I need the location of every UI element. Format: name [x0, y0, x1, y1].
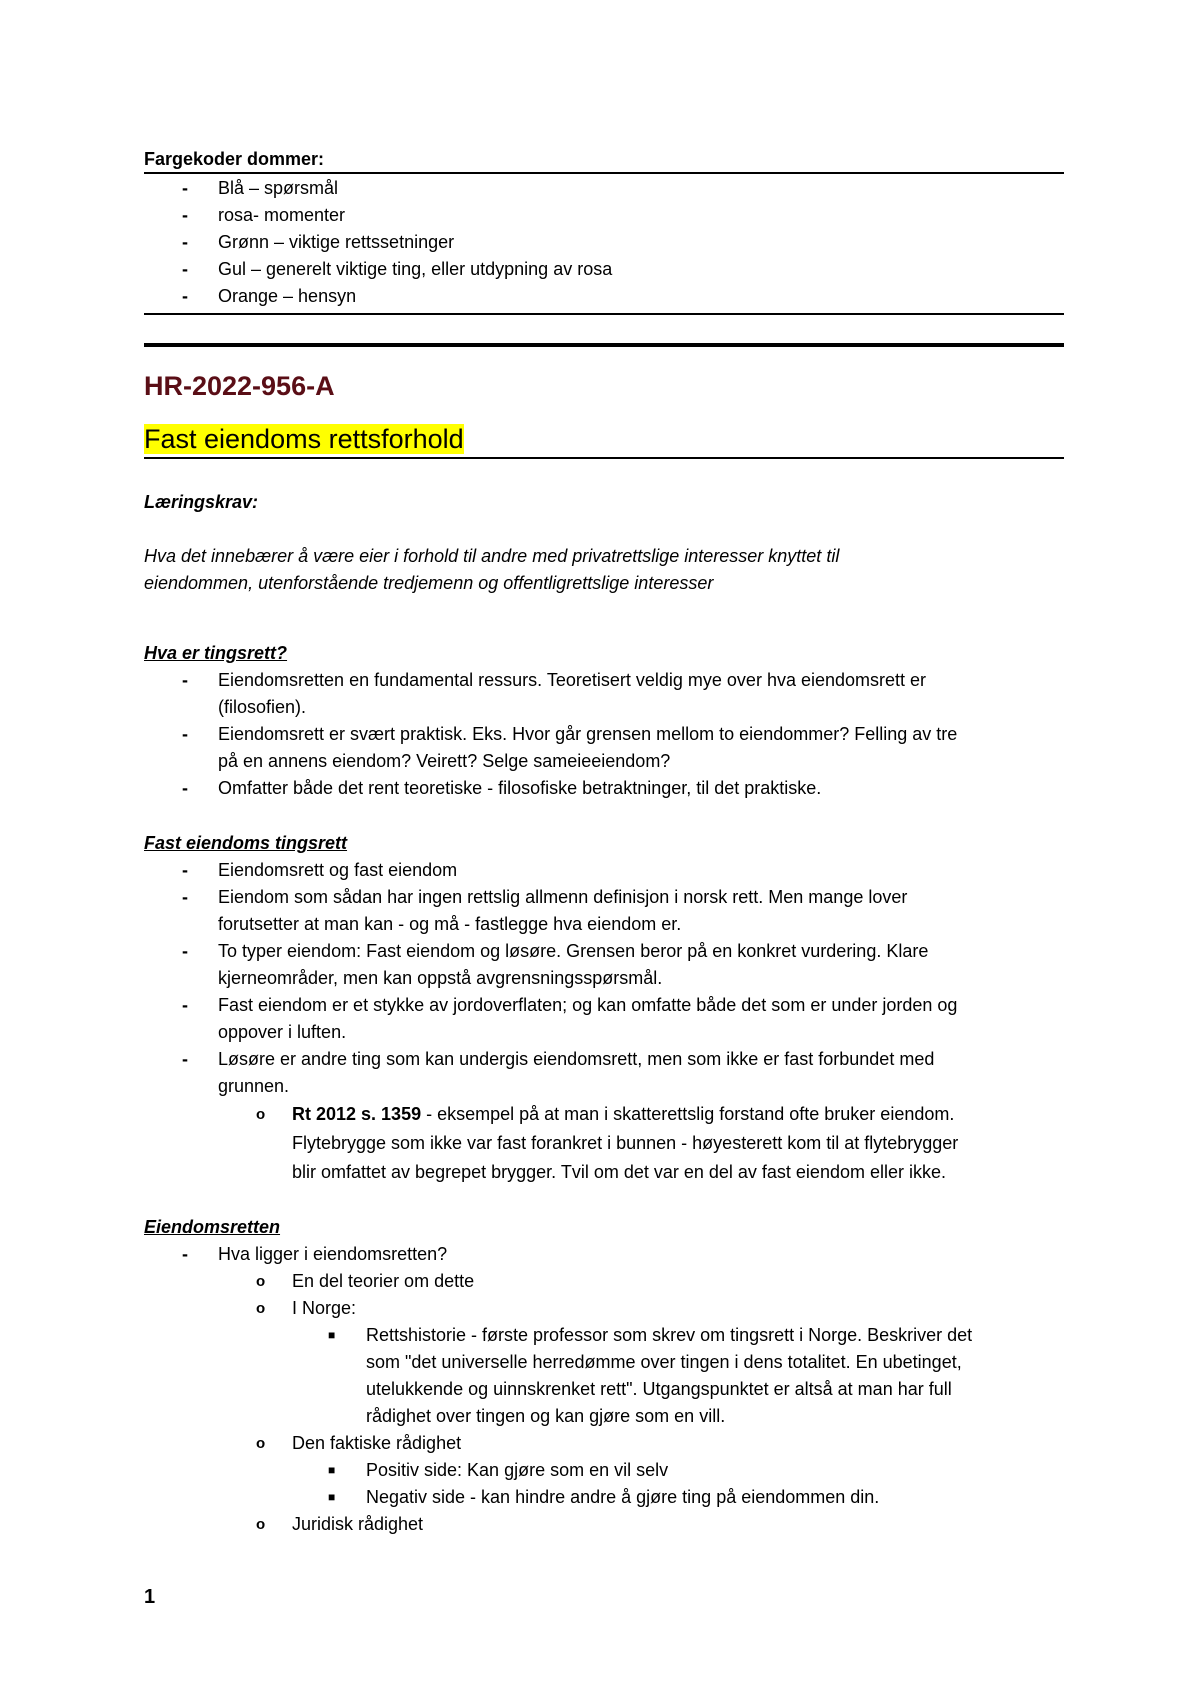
list-item: - Eiendomsrett og fast eiendom	[144, 857, 1064, 884]
legend-item: - Blå – spørsmål	[144, 175, 1064, 202]
document-page	[144, 0, 1064, 1698]
dash-marker: -	[182, 670, 188, 690]
section-list-tingsrett	[144, 667, 1064, 802]
circle-marker: o	[256, 1516, 266, 1533]
dash-marker: -	[182, 778, 188, 798]
page-number: 1	[144, 1586, 156, 1608]
dash-marker: -	[182, 178, 188, 198]
legend-heading: Fargekoder dommer:	[144, 149, 325, 169]
circle-marker: o	[256, 1106, 266, 1123]
case-id: HR-2022-956-A	[144, 371, 335, 401]
title-highlight: Fast eiendoms rettsforhold	[144, 424, 464, 454]
legend-top-rule	[144, 172, 1064, 174]
section-heading-eiendomsretten: Eiendomsretten	[144, 1217, 281, 1237]
learning-label: Læringskrav:	[144, 492, 259, 512]
legend-bottom-rule	[144, 313, 1064, 315]
circle-marker: o	[256, 1300, 266, 1317]
list-item: - Omfatter både det rent teoretiske - filosofiske betraktninger, til det praktiske.	[144, 775, 1064, 802]
dash-marker: -	[182, 1049, 188, 1069]
page-title	[144, 421, 1064, 457]
list-item: - To typer eiendom: Fast eiendom og løsøre. Grensen beror på en konkret vurdering. Klare kjerneområder, men kan oppstå avgrensningsspørsmål.	[144, 938, 1064, 992]
dash-marker: -	[182, 1244, 188, 1264]
sub-list-item: o I Norge:	[144, 1295, 1064, 1322]
list-item: - Fast eiendom er et stykke av jordoverflaten; og kan omfatte både det som er under jorden og oppover i luften.	[144, 992, 1064, 1046]
sub-list-item: o Den faktiske rådighet	[144, 1430, 1064, 1457]
section-heading-fast-eiendom: Fast eiendoms tingsrett	[144, 833, 348, 853]
dash-marker: -	[182, 205, 188, 225]
legend-item: - rosa- momenter	[144, 202, 1064, 229]
list-item: - Eiendom som sådan har ingen rettslig allmenn definisjon i norsk rett. Men mange lover forutsetter at man kan - og må - fastlegge hva eiendom er.	[144, 884, 1064, 938]
sub-list-item: o En del teorier om dette	[144, 1268, 1064, 1295]
legend-item: - Gul – generelt viktige ting, eller utdypning av rosa	[144, 256, 1064, 283]
square-marker: ■	[328, 1328, 336, 1342]
circle-marker: o	[256, 1273, 266, 1290]
sub-list-item: o Juridisk rådighet	[144, 1511, 1064, 1538]
learning-text: Hva det innebærer å være eier i forhold til andre med privatrettslige interesser knyttet til eiendommen, utenforstående tredjemenn og offentligrettslige interesser	[144, 546, 840, 593]
square-marker: ■	[328, 1463, 336, 1477]
dash-marker: -	[182, 860, 188, 880]
sub-sub-list-item: ■ Negativ side - kan hindre andre å gjøre ting på eiendommen din.	[144, 1484, 1064, 1511]
section-list-fast-eiendom	[144, 857, 1064, 1187]
section-divider	[144, 343, 1064, 347]
dash-marker: -	[182, 724, 188, 744]
section-list-eiendomsretten	[144, 1241, 1064, 1538]
title-rule	[144, 457, 1064, 459]
section-heading-tingsrett: Hva er tingsrett?	[144, 643, 288, 663]
square-marker: ■	[328, 1490, 336, 1504]
dash-marker: -	[182, 232, 188, 252]
list-item: - Eiendomsretten en fundamental ressurs. Teoretisert veldig mye over hva eiendomsrett er (filosofien).	[144, 667, 1064, 721]
dash-marker: -	[182, 259, 188, 279]
legend-list	[144, 175, 1064, 310]
list-item: - Hva ligger i eiendomsretten?	[144, 1241, 1064, 1268]
dash-marker: -	[182, 286, 188, 306]
sub-sub-list-item: ■ Positiv side: Kan gjøre som en vil selv	[144, 1457, 1064, 1484]
legend-item: - Grønn – viktige rettssetninger	[144, 229, 1064, 256]
dash-marker: -	[182, 941, 188, 961]
sub-list-item: o Rt 2012 s. 1359 - eksempel på at man i skatterettslig forstand ofte bruker eiendom. Flytebrygge som ikke var fast forankret i bunnen - høyesterett kom til at flytebrygger blir omfattet av begrepet brygger. Tvil om det var en del av fast eiendom eller ikke.	[144, 1100, 1064, 1187]
sub-sub-list-item: ■ Rettshistorie - første professor som skrev om tingsrett i Norge. Beskriver det som "det universelle herredømme over tingen i dens totalitet. En ubetinget, utelukkende og uinnskrenket rett". Utgangspunktet er altså at man har full rådighet over tingen og kan gjøre som en vill.	[144, 1322, 1064, 1430]
list-item: - Eiendomsrett er svært praktisk. Eks. Hvor går grensen mellom to eiendommer? Felling av tre på en annens eiendom? Veirett? Selge sameieeiendom?	[144, 721, 1064, 775]
circle-marker: o	[256, 1435, 266, 1452]
dash-marker: -	[182, 995, 188, 1015]
dash-marker: -	[182, 887, 188, 907]
legend-item: - Orange – hensyn	[144, 283, 1064, 310]
list-item: - Løsøre er andre ting som kan undergis eiendomsrett, men som ikke er fast forbundet med grunnen.	[144, 1046, 1064, 1100]
